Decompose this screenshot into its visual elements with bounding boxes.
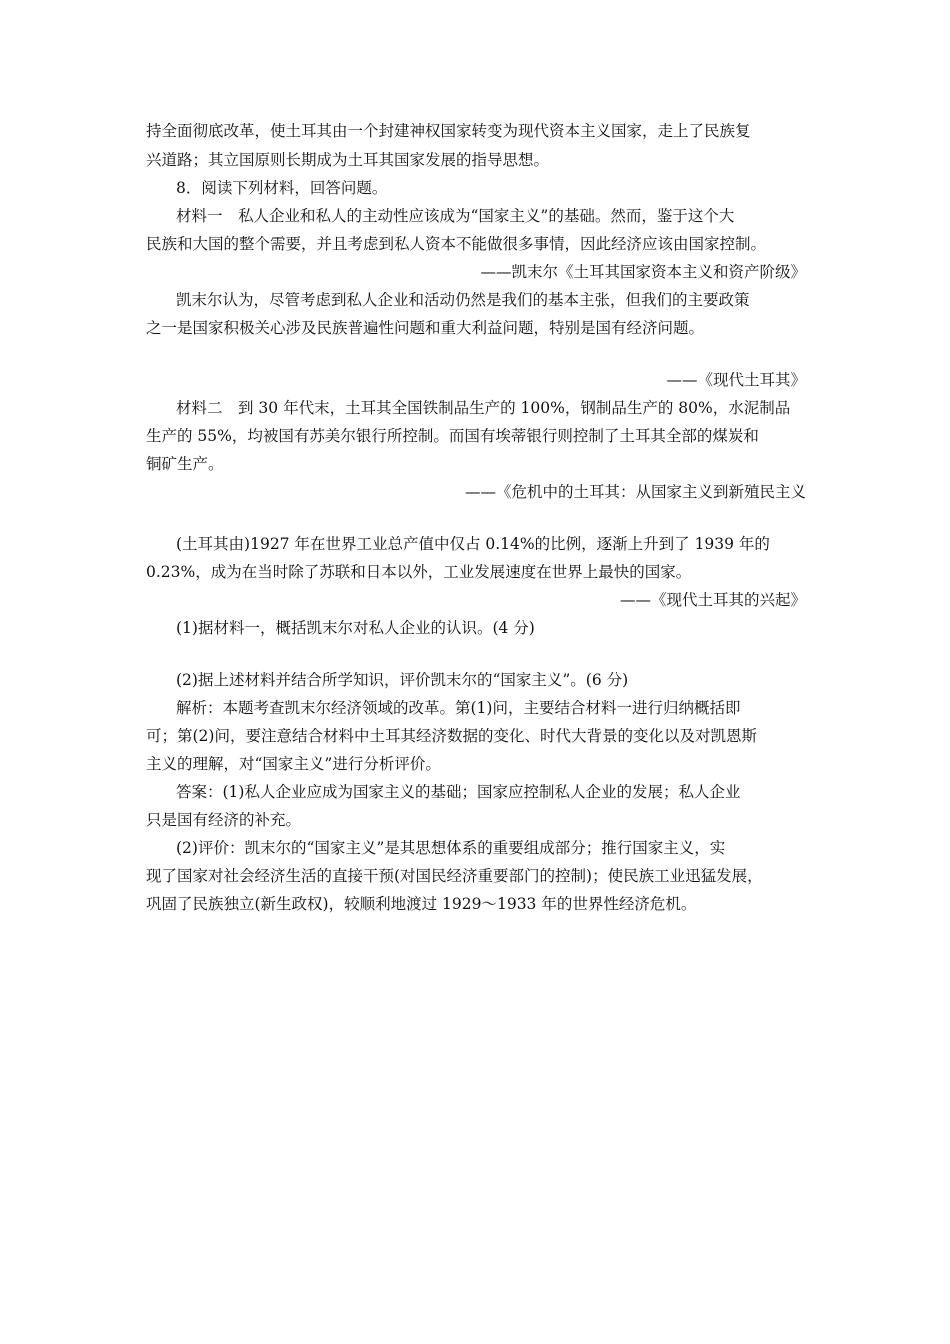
text-line: 之一是国家积极关心涉及民族普遍性问题和重大利益问题，特别是国有经济问题。 xyxy=(146,319,705,337)
sub-question-1: (1)据材料一，概括凯末尔对私人企业的认识。(4 分) xyxy=(176,619,535,637)
answer-text: 答案：(1)私人企业应成为国家主义的基础；国家应控制私人企业的发展；私人企业 xyxy=(176,783,741,801)
text-line: 铜矿生产。 xyxy=(146,455,224,473)
material-1-text: 材料一 私人企业和私人的主动性应该成为“国家主义”的基础。然而，鉴于这个大 xyxy=(176,207,735,225)
text-line: 主义的理解，对“国家主义”进行分析评价。 xyxy=(146,755,441,773)
text-line: 生产的 55%，均被国有苏美尔银行所控制。而国有埃蒂银行则控制了土耳其全部的煤炭和 xyxy=(146,427,759,445)
text-line: 可；第(2)问，要注意结合材料中土耳其经济数据的变化、时代大背景的变化以及对凯恩斯 xyxy=(146,727,757,745)
text-line: 现了国家对社会经济生活的直接干预(对国民经济重要部门的控制)；使民族工业迅猛发展， xyxy=(146,867,763,885)
material-2-text: 材料二 到 30 年代末，土耳其全国铁制品生产的 100%，钢制品生产的 80%，水泥制品 xyxy=(176,399,791,417)
evaluation-text: (2)评价：凯末尔的“国家主义”是其思想体系的重要组成部分；推行国家主义，实 xyxy=(176,839,726,857)
citation: ——《危机中的土耳其：从国家主义到新殖民主义 xyxy=(464,483,806,501)
analysis-text: 解析：本题考查凯末尔经济领域的改革。第(1)问，主要结合材料一进行归纳概括即 xyxy=(176,699,741,717)
citation: ——《现代土耳其》 xyxy=(666,371,806,389)
citation: ——《现代土耳其的兴起》 xyxy=(619,591,806,609)
text-line: 民族和大国的整个需要，并且考虑到私人资本不能做很多事情，因此经济应该由国家控制。 xyxy=(146,235,767,253)
text-line: 巩固了民族独立(新生政权)，较顺利地渡过 1929～1933 年的世界性经济危机。 xyxy=(146,895,697,913)
question-8-heading: 8．阅读下列材料，回答问题。 xyxy=(176,179,388,197)
material-1-quote: 凯末尔认为，尽管考虑到私人企业和活动仍然是我们的基本主张，但我们的主要政策 xyxy=(176,291,750,309)
text-line: 0.23%，成为在当时除了苏联和日本以外，工业发展速度在世界上最快的国家。 xyxy=(146,563,692,581)
text-line: 持全面彻底改革，使土耳其由一个封建神权国家转变为现代资本主义国家，走上了民族复 xyxy=(146,122,751,140)
text-line: 兴道路；其立国原则长期成为土耳其国家发展的指导思想。 xyxy=(146,151,550,169)
citation: ——凯末尔《土耳其国家资本主义和资产阶级》 xyxy=(480,263,806,281)
sub-question-2: (2)据上述材料并结合所学知识，评价凯末尔的“国家主义”。(6 分) xyxy=(176,671,629,689)
material-2-quote: (土耳其由)1927 年在世界工业总产值中仅占 0.14%的比例，逐渐上升到了 1939 年的 xyxy=(176,535,770,553)
text-line: 只是国有经济的补充。 xyxy=(146,811,302,829)
